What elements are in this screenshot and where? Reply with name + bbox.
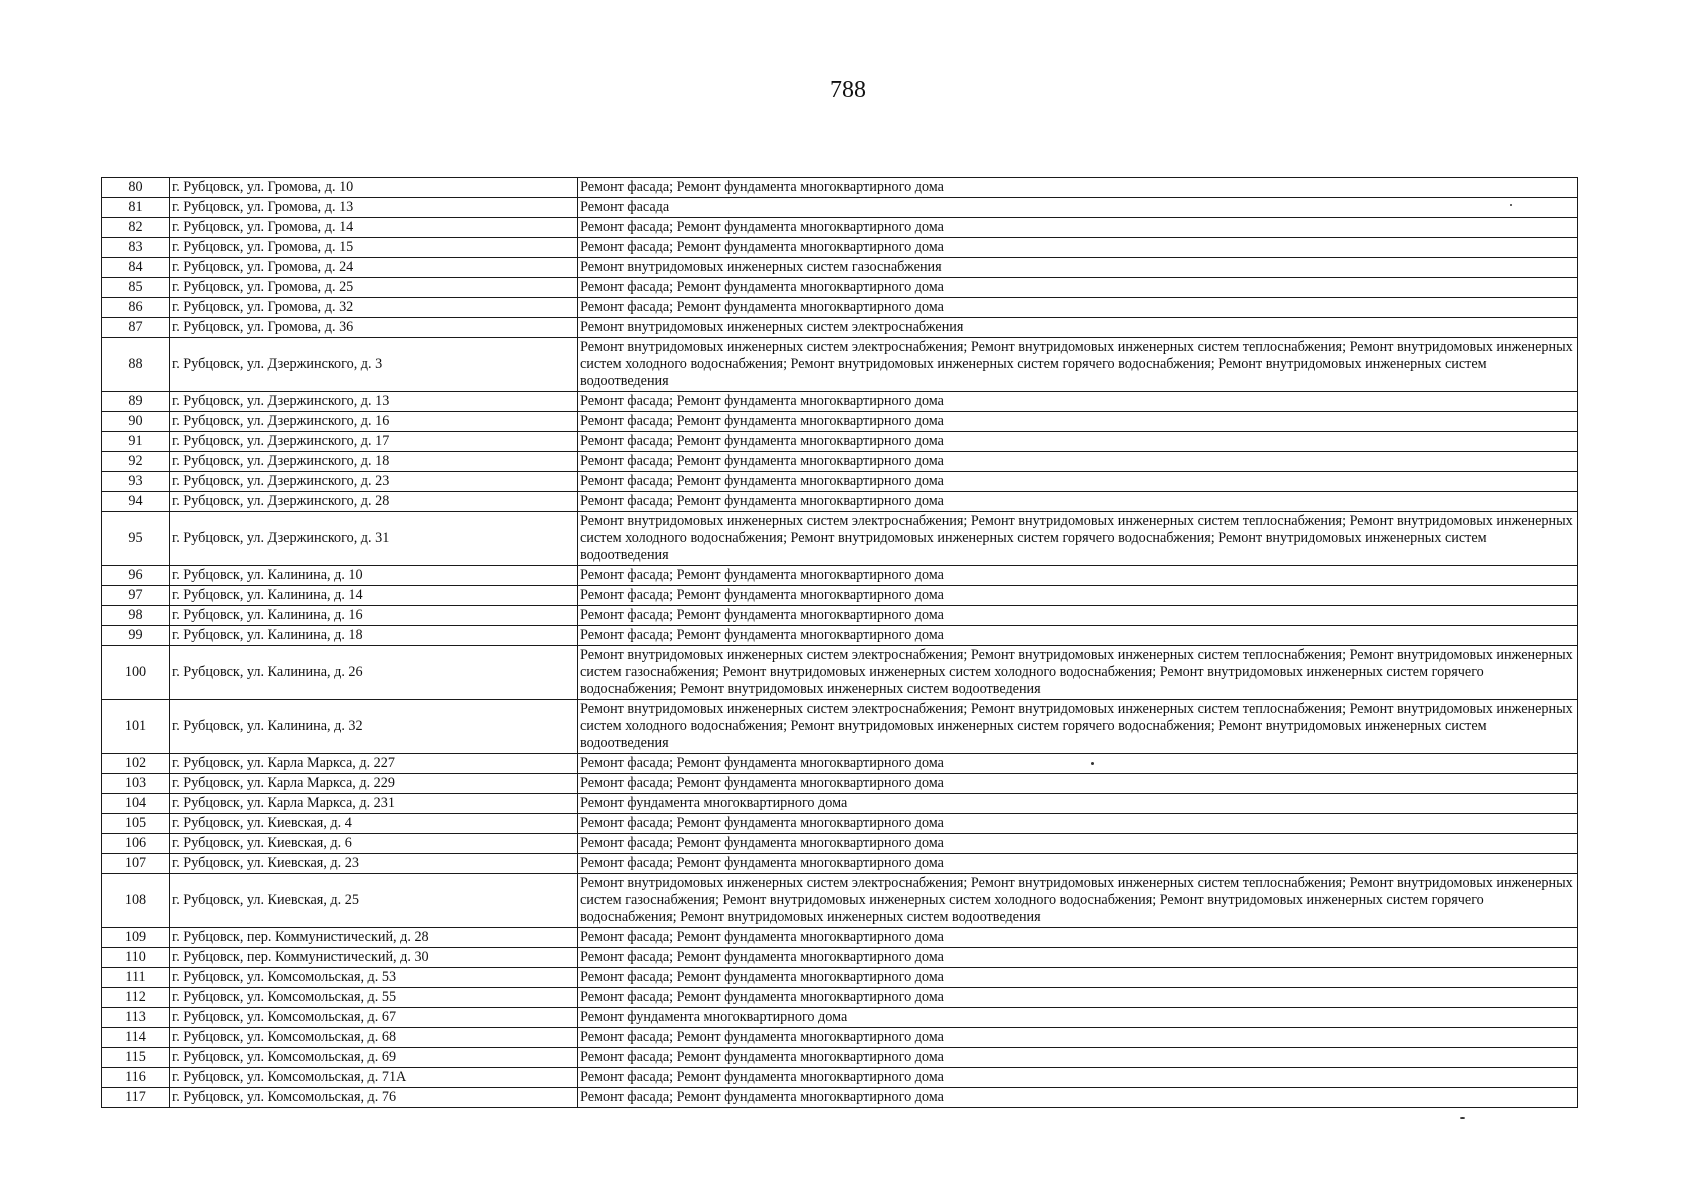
table-row xyxy=(102,472,1578,492)
row-works: Ремонт фасада; Ремонт фундамента многоквартирного дома xyxy=(578,968,1578,988)
row-works: Ремонт фасада; Ремонт фундамента многоквартирного дома xyxy=(578,1068,1578,1088)
row-address: г. Рубцовск, ул. Калинина, д. 16 xyxy=(170,606,578,626)
row-number: 107 xyxy=(102,854,170,874)
row-number: 86 xyxy=(102,298,170,318)
row-number: 108 xyxy=(102,874,170,928)
table-row xyxy=(102,1068,1578,1088)
row-number: 93 xyxy=(102,472,170,492)
row-number: 88 xyxy=(102,338,170,392)
row-number: 84 xyxy=(102,258,170,278)
row-number: 94 xyxy=(102,492,170,512)
table-row xyxy=(102,258,1578,278)
table-row xyxy=(102,566,1578,586)
row-number: 109 xyxy=(102,928,170,948)
table-row xyxy=(102,392,1578,412)
row-address: г. Рубцовск, ул. Киевская, д. 4 xyxy=(170,814,578,834)
row-address: г. Рубцовск, ул. Дзержинского, д. 16 xyxy=(170,412,578,432)
row-works: Ремонт фасада; Ремонт фундамента многоквартирного дома xyxy=(578,854,1578,874)
table-row xyxy=(102,700,1578,754)
row-works: Ремонт фасада; Ремонт фундамента многоквартирного дома xyxy=(578,774,1578,794)
row-number: 105 xyxy=(102,814,170,834)
row-works: Ремонт фасада; Ремонт фундамента многоквартирного дома xyxy=(578,298,1578,318)
row-address: г. Рубцовск, ул. Калинина, д. 14 xyxy=(170,586,578,606)
table-row xyxy=(102,1048,1578,1068)
row-number: 100 xyxy=(102,646,170,700)
row-address: г. Рубцовск, ул. Комсомольская, д. 53 xyxy=(170,968,578,988)
row-works: Ремонт фасада; Ремонт фундамента многоквартирного дома xyxy=(578,834,1578,854)
row-works: Ремонт фасада; Ремонт фундамента многоквартирного дома xyxy=(578,1048,1578,1068)
row-number: 98 xyxy=(102,606,170,626)
row-address: г. Рубцовск, ул. Громова, д. 15 xyxy=(170,238,578,258)
table-row xyxy=(102,968,1578,988)
row-works: Ремонт внутридомовых инженерных систем электроснабжения; Ремонт внутридомовых инженерных систем теплоснабжения; Ремонт внутридомовых инженерных систем газоснабжения; Ремонт внутридомовых инженерных систем холодного водоснабжения; Ремонт внутридомовых инженерных систем горячего водоснабжения; Ремонт внутридомовых инженерных систем водоотведения xyxy=(578,874,1578,928)
row-address: г. Рубцовск, ул. Комсомольская, д. 71А xyxy=(170,1068,578,1088)
row-works: Ремонт внутридомовых инженерных систем электроснабжения; Ремонт внутридомовых инженерных систем теплоснабжения; Ремонт внутридомовых инженерных систем холодного водоснабжения; Ремонт внутридомовых инженерных систем горячего водоснабжения; Ремонт внутридомовых инженерных систем водоотведения xyxy=(578,700,1578,754)
table-row xyxy=(102,512,1578,566)
row-address: г. Рубцовск, ул. Громова, д. 24 xyxy=(170,258,578,278)
row-number: 113 xyxy=(102,1008,170,1028)
table-body xyxy=(102,178,1578,1108)
row-number: 104 xyxy=(102,794,170,814)
row-works: Ремонт фасада; Ремонт фундамента многоквартирного дома xyxy=(578,432,1578,452)
row-address: г. Рубцовск, ул. Карла Маркса, д. 229 xyxy=(170,774,578,794)
table-row xyxy=(102,794,1578,814)
row-number: 112 xyxy=(102,988,170,1008)
row-address: г. Рубцовск, пер. Коммунистический, д. 30 xyxy=(170,948,578,968)
row-number: 102 xyxy=(102,754,170,774)
row-works: Ремонт фасада; Ремонт фундамента многоквартирного дома xyxy=(578,988,1578,1008)
row-address: г. Рубцовск, ул. Громова, д. 10 xyxy=(170,178,578,198)
row-works: Ремонт фасада; Ремонт фундамента многоквартирного дома xyxy=(578,392,1578,412)
row-number: 114 xyxy=(102,1028,170,1048)
table-row xyxy=(102,928,1578,948)
row-address: г. Рубцовск, ул. Комсомольская, д. 76 xyxy=(170,1088,578,1108)
row-address: г. Рубцовск, ул. Дзержинского, д. 28 xyxy=(170,492,578,512)
row-works: Ремонт фундамента многоквартирного дома xyxy=(578,794,1578,814)
row-works: Ремонт фасада xyxy=(578,198,1578,218)
table-row xyxy=(102,452,1578,472)
row-works: Ремонт фундамента многоквартирного дома xyxy=(578,1008,1578,1028)
row-number: 103 xyxy=(102,774,170,794)
row-number: 97 xyxy=(102,586,170,606)
row-address: г. Рубцовск, пер. Коммунистический, д. 28 xyxy=(170,928,578,948)
row-works: Ремонт фасада; Ремонт фундамента многоквартирного дома xyxy=(578,754,1578,774)
housing-repair-table xyxy=(101,177,1578,1108)
row-address: г. Рубцовск, ул. Дзержинского, д. 17 xyxy=(170,432,578,452)
table-row xyxy=(102,988,1578,1008)
row-works: Ремонт фасада; Ремонт фундамента многоквартирного дома xyxy=(578,1088,1578,1108)
scan-speck xyxy=(1460,1117,1465,1119)
row-address: г. Рубцовск, ул. Карла Маркса, д. 231 xyxy=(170,794,578,814)
table-row xyxy=(102,754,1578,774)
row-number: 82 xyxy=(102,218,170,238)
table-row xyxy=(102,238,1578,258)
row-number: 91 xyxy=(102,432,170,452)
row-address: г. Рубцовск, ул. Громова, д. 13 xyxy=(170,198,578,218)
row-address: г. Рубцовск, ул. Дзержинского, д. 3 xyxy=(170,338,578,392)
table-row xyxy=(102,278,1578,298)
row-address: г. Рубцовск, ул. Дзержинского, д. 18 xyxy=(170,452,578,472)
row-number: 99 xyxy=(102,626,170,646)
table-row xyxy=(102,338,1578,392)
row-address: г. Рубцовск, ул. Громова, д. 14 xyxy=(170,218,578,238)
table-row xyxy=(102,298,1578,318)
row-address: г. Рубцовск, ул. Киевская, д. 25 xyxy=(170,874,578,928)
row-address: г. Рубцовск, ул. Громова, д. 25 xyxy=(170,278,578,298)
row-address: г. Рубцовск, ул. Киевская, д. 6 xyxy=(170,834,578,854)
row-number: 92 xyxy=(102,452,170,472)
table-row xyxy=(102,492,1578,512)
row-works: Ремонт внутридомовых инженерных систем электроснабжения xyxy=(578,318,1578,338)
row-number: 89 xyxy=(102,392,170,412)
row-number: 101 xyxy=(102,700,170,754)
row-address: г. Рубцовск, ул. Комсомольская, д. 69 xyxy=(170,1048,578,1068)
row-works: Ремонт фасада; Ремонт фундамента многоквартирного дома xyxy=(578,948,1578,968)
table-row xyxy=(102,646,1578,700)
table-row xyxy=(102,1008,1578,1028)
row-works: Ремонт фасада; Ремонт фундамента многоквартирного дома xyxy=(578,1028,1578,1048)
scan-speck xyxy=(1510,204,1512,206)
row-address: г. Рубцовск, ул. Комсомольская, д. 68 xyxy=(170,1028,578,1048)
table-row xyxy=(102,432,1578,452)
row-works: Ремонт фасада; Ремонт фундамента многоквартирного дома xyxy=(578,178,1578,198)
row-works: Ремонт фасада; Ремонт фундамента многоквартирного дома xyxy=(578,492,1578,512)
row-works: Ремонт фасада; Ремонт фундамента многоквартирного дома xyxy=(578,928,1578,948)
row-address: г. Рубцовск, ул. Громова, д. 32 xyxy=(170,298,578,318)
row-address: г. Рубцовск, ул. Калинина, д. 32 xyxy=(170,700,578,754)
table-row xyxy=(102,198,1578,218)
row-works: Ремонт фасада; Ремонт фундамента многоквартирного дома xyxy=(578,472,1578,492)
row-number: 90 xyxy=(102,412,170,432)
row-address: г. Рубцовск, ул. Дзержинского, д. 31 xyxy=(170,512,578,566)
row-number: 115 xyxy=(102,1048,170,1068)
row-address: г. Рубцовск, ул. Карла Маркса, д. 227 xyxy=(170,754,578,774)
table-row xyxy=(102,218,1578,238)
row-number: 96 xyxy=(102,566,170,586)
table-row xyxy=(102,1088,1578,1108)
row-number: 95 xyxy=(102,512,170,566)
row-address: г. Рубцовск, ул. Киевская, д. 23 xyxy=(170,854,578,874)
row-address: г. Рубцовск, ул. Громова, д. 36 xyxy=(170,318,578,338)
row-works: Ремонт фасада; Ремонт фундамента многоквартирного дома xyxy=(578,626,1578,646)
row-works: Ремонт фасада; Ремонт фундамента многоквартирного дома xyxy=(578,412,1578,432)
row-works: Ремонт фасада; Ремонт фундамента многоквартирного дома xyxy=(578,452,1578,472)
table-row xyxy=(102,606,1578,626)
row-number: 110 xyxy=(102,948,170,968)
table-row xyxy=(102,586,1578,606)
row-works: Ремонт фасада; Ремонт фундамента многоквартирного дома xyxy=(578,278,1578,298)
row-works: Ремонт фасада; Ремонт фундамента многоквартирного дома xyxy=(578,606,1578,626)
row-works: Ремонт внутридомовых инженерных систем газоснабжения xyxy=(578,258,1578,278)
row-works: Ремонт внутридомовых инженерных систем электроснабжения; Ремонт внутридомовых инженерных систем теплоснабжения; Ремонт внутридомовых инженерных систем холодного водоснабжения; Ремонт внутридомовых инженерных систем горячего водоснабжения; Ремонт внутридомовых инженерных систем водоотведения xyxy=(578,512,1578,566)
row-address: г. Рубцовск, ул. Калинина, д. 26 xyxy=(170,646,578,700)
row-works: Ремонт фасада; Ремонт фундамента многоквартирного дома xyxy=(578,238,1578,258)
row-works: Ремонт внутридомовых инженерных систем электроснабжения; Ремонт внутридомовых инженерных систем теплоснабжения; Ремонт внутридомовых инженерных систем холодного водоснабжения; Ремонт внутридомовых инженерных систем горячего водоснабжения; Ремонт внутридомовых инженерных систем водоотведения xyxy=(578,338,1578,392)
scan-speck xyxy=(1091,762,1094,765)
table-row xyxy=(102,854,1578,874)
row-number: 106 xyxy=(102,834,170,854)
row-address: г. Рубцовск, ул. Дзержинского, д. 23 xyxy=(170,472,578,492)
row-works: Ремонт фасада; Ремонт фундамента многоквартирного дома xyxy=(578,586,1578,606)
table-row xyxy=(102,1028,1578,1048)
table-row xyxy=(102,412,1578,432)
row-address: г. Рубцовск, ул. Комсомольская, д. 55 xyxy=(170,988,578,1008)
page-number: 788 xyxy=(830,77,866,103)
row-number: 111 xyxy=(102,968,170,988)
row-number: 116 xyxy=(102,1068,170,1088)
table-row xyxy=(102,626,1578,646)
row-number: 117 xyxy=(102,1088,170,1108)
row-works: Ремонт фасада; Ремонт фундамента многоквартирного дома xyxy=(578,218,1578,238)
row-works: Ремонт фасада; Ремонт фундамента многоквартирного дома xyxy=(578,814,1578,834)
row-address: г. Рубцовск, ул. Дзержинского, д. 13 xyxy=(170,392,578,412)
row-number: 81 xyxy=(102,198,170,218)
row-address: г. Рубцовск, ул. Комсомольская, д. 67 xyxy=(170,1008,578,1028)
table-row xyxy=(102,834,1578,854)
table-row xyxy=(102,814,1578,834)
row-number: 85 xyxy=(102,278,170,298)
row-address: г. Рубцовск, ул. Калинина, д. 10 xyxy=(170,566,578,586)
row-number: 80 xyxy=(102,178,170,198)
table-row xyxy=(102,948,1578,968)
row-number: 87 xyxy=(102,318,170,338)
table-row xyxy=(102,774,1578,794)
row-address: г. Рубцовск, ул. Калинина, д. 18 xyxy=(170,626,578,646)
table-row xyxy=(102,318,1578,338)
row-number: 83 xyxy=(102,238,170,258)
row-works: Ремонт внутридомовых инженерных систем электроснабжения; Ремонт внутридомовых инженерных систем теплоснабжения; Ремонт внутридомовых инженерных систем газоснабжения; Ремонт внутридомовых инженерных систем холодного водоснабжения; Ремонт внутридомовых инженерных систем горячего водоснабжения; Ремонт внутридомовых инженерных систем водоотведения xyxy=(578,646,1578,700)
table-row xyxy=(102,874,1578,928)
row-works: Ремонт фасада; Ремонт фундамента многоквартирного дома xyxy=(578,566,1578,586)
table-row xyxy=(102,178,1578,198)
